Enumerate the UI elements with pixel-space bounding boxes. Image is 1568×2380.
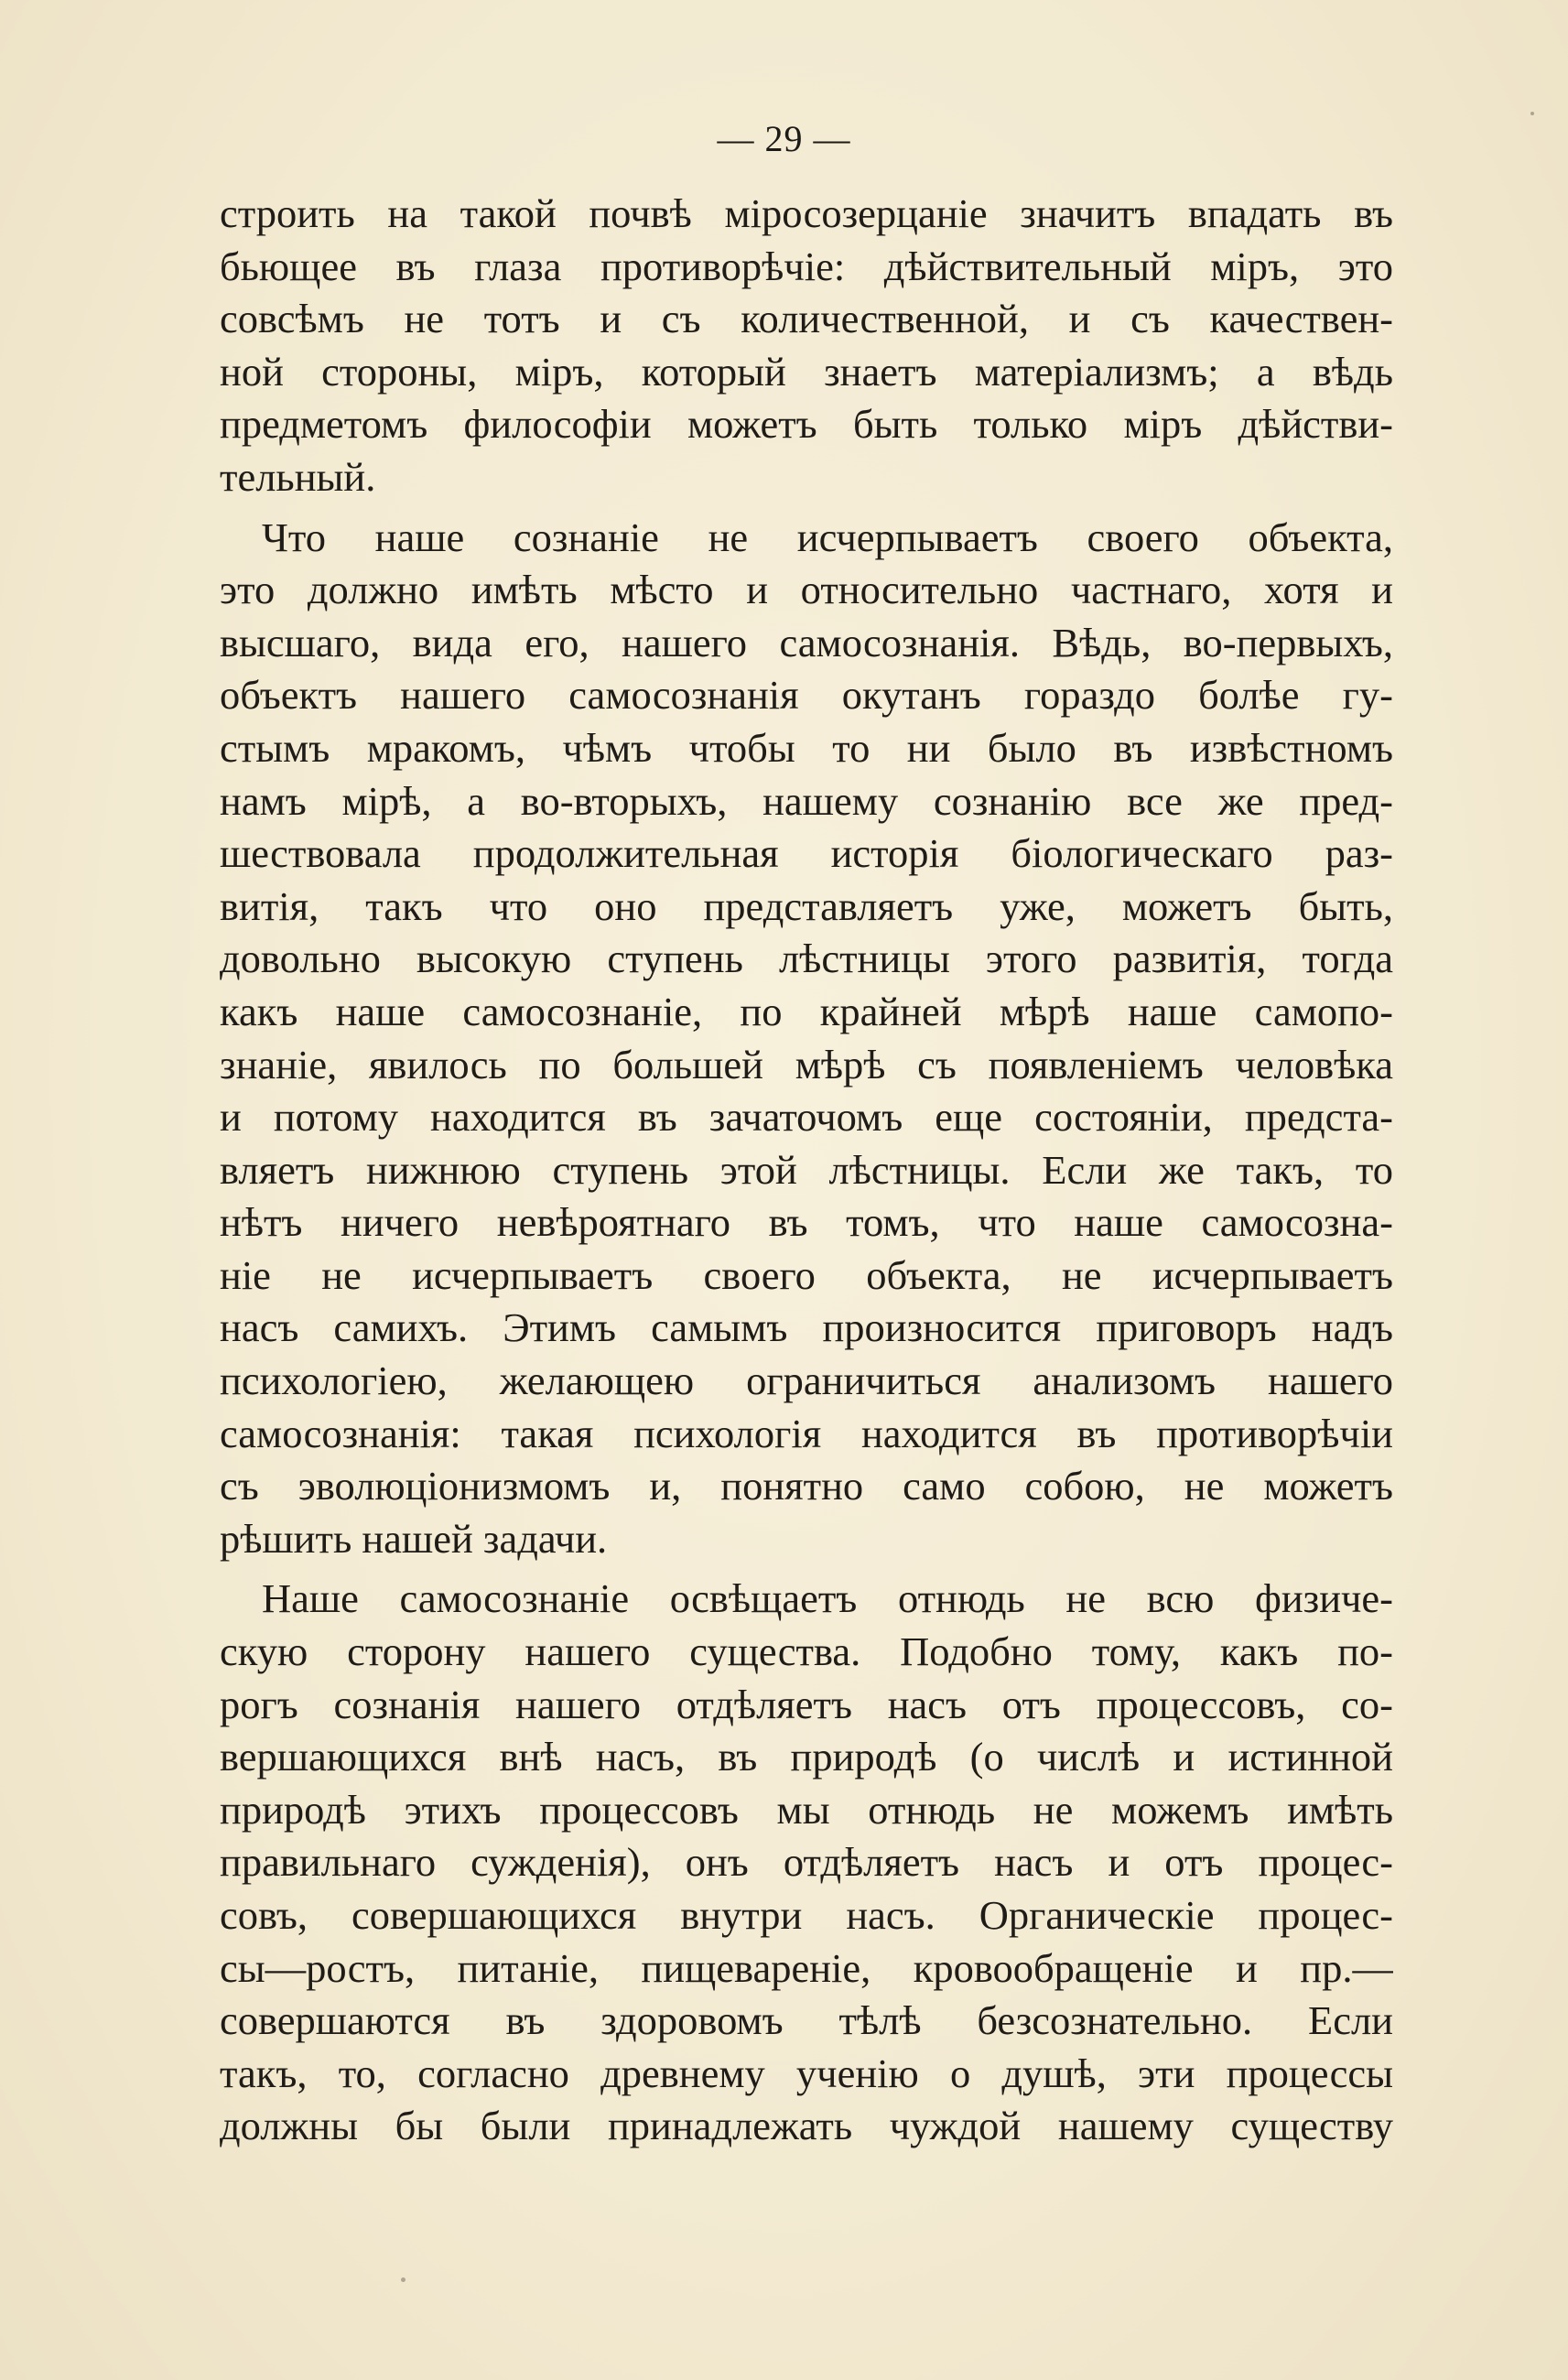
- text-line: Что наше сознаніе не исчерпываетъ своего объекта,: [262, 514, 1393, 560]
- text-line: довольно высокую ступень лѣстницы этого развитія, тогда: [220, 936, 1393, 982]
- text-line: это должно имѣть мѣсто и относительно частнаго, хотя и: [220, 567, 1393, 613]
- text-line: нѣтъ ничего невѣроятнаго въ томъ, что наше самосозна-: [220, 1199, 1393, 1246]
- text-line: бьющее въ глаза противорѣчіе: дѣйствительный міръ, это: [220, 243, 1393, 289]
- text-line: Наше самосознаніе освѣщаетъ отнюдь не всю физиче-: [262, 1575, 1393, 1622]
- text-line: самосознанія: такая психологія находится въ противорѣчіи: [220, 1410, 1393, 1456]
- text-line: совершаются въ здоровомъ тѣлѣ безсознательно. Если: [220, 1997, 1393, 2044]
- text-line: тельный.: [220, 453, 376, 500]
- text-line: какъ наше самосознаніе, по крайней мѣрѣ наше самопо-: [220, 988, 1393, 1034]
- text-line: правильнаго сужденія), онъ отдѣляетъ насъ и отъ процес-: [220, 1839, 1393, 1886]
- text-line: скую сторону нашего существа. Подобно тому, какъ по-: [220, 1628, 1393, 1675]
- text-line: витія, такъ что оно представляетъ уже, можетъ быть,: [220, 882, 1393, 929]
- page-number: — 29 —: [717, 118, 851, 159]
- paper-speck: [1530, 112, 1534, 115]
- text-line: такъ, то, согласно древнему ученію о душѣ, эти процессы: [220, 2050, 1393, 2096]
- paragraph-gap: [220, 504, 1393, 512]
- text-line: совъ, совершающихся внутри насъ. Органическіе процес-: [220, 1892, 1393, 1938]
- text-line: рѣшить нашей задачи.: [220, 1515, 608, 1562]
- text-line: насъ самихъ. Этимъ самымъ произносится приговоръ надъ: [220, 1304, 1393, 1351]
- text-line: знаніе, явилось по большей мѣрѣ съ появленіемъ человѣка: [220, 1041, 1393, 1087]
- text-line: ніе не исчерпываетъ своего объекта, не исчерпываетъ: [220, 1251, 1393, 1298]
- text-line: и потому находится въ зачаточомъ еще состояніи, предста-: [220, 1094, 1393, 1141]
- text-line: предметомъ философіи можетъ быть только міръ дѣйстви-: [220, 401, 1393, 448]
- text-line: природѣ этихъ процессовъ мы отнюдь не можемъ имѣть: [220, 1786, 1393, 1833]
- text-line: объектъ нашего самосознанія окутанъ гораздо болѣе гу-: [220, 672, 1393, 719]
- text-line: вляетъ нижнюю ступень этой лѣстницы. Если же такъ, то: [220, 1146, 1393, 1193]
- paragraph-gap: [220, 1565, 1393, 1573]
- text-line: сы—ростъ, питаніе, пищевареніе, кровообращеніе и пр.—: [220, 1944, 1393, 1991]
- text-line: вершающихся внѣ насъ, въ природѣ (о числѣ и истинной: [220, 1734, 1393, 1780]
- text-line: строить на такой почвѣ міросозерцаніе значитъ впадать въ: [220, 190, 1393, 236]
- text-line: шествовала продолжительная исторія біологическаго раз-: [220, 830, 1393, 877]
- text-line: съ эволюціонизмомъ и, понятно само собою, не можетъ: [220, 1463, 1393, 1509]
- text-line: ной стороны, міръ, который знаетъ матеріализмъ; а вѣдь: [220, 348, 1393, 395]
- text-line: высшаго, вида его, нашего самосознанія. Вѣдь, во-первыхъ,: [220, 619, 1393, 665]
- text-line: намъ мірѣ, а во-вторыхъ, нашему сознанію все же пред-: [220, 777, 1393, 824]
- text-line: стымъ мракомъ, чѣмъ чтобы то ни было въ извѣстномъ: [220, 724, 1393, 771]
- text-line: совсѣмъ не тотъ и съ количественной, и съ качествен-: [220, 296, 1393, 342]
- text-line: психологіею, желающею ограничиться анализомъ нашего: [220, 1358, 1393, 1404]
- text-line: рогъ сознанія нашего отдѣляетъ насъ отъ процессовъ, со-: [220, 1681, 1393, 1727]
- text-line: должны бы были принадлежать чуждой нашему существу: [220, 2103, 1393, 2149]
- paper-speck: [401, 2277, 406, 2282]
- body-text: [220, 188, 1393, 2153]
